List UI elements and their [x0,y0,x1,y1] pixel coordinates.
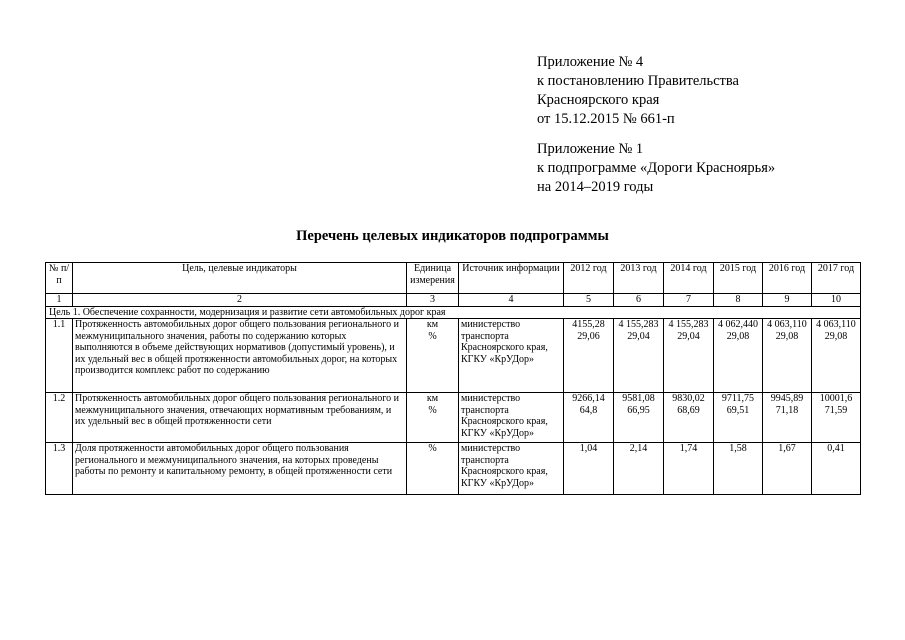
value-km: 4 062,440 [718,319,758,330]
row-indicator-text: Доля протяженности автомобильных дорог общего пользования регионального и межмуниципального значения, на которых проведены работы по ремонту и капитальному ремонту, в общей протяженности сети [73,443,407,495]
value-percent: 29,08 [824,330,848,342]
goal-text: Цель 1. Обеспечение сохранности, модернизация и развитие сети автомобильных дорог края [46,306,861,319]
header-source: Источник информации [459,263,564,294]
header-row [46,263,861,294]
annex-main-line: Приложение № 4 [537,54,644,70]
goal-row [46,306,861,319]
table-row [46,443,861,495]
column-index: 2 [73,294,407,307]
annex-sub-line: к подпрограмме «Дороги Красноярья» [537,160,776,176]
indicators-table [45,262,861,495]
column-index: 4 [459,294,564,307]
value-cell-2015 [714,319,763,393]
header-year-2016: 2016 год [763,263,812,294]
row-number: 1.1 [46,319,73,393]
column-index: 10 [812,294,861,307]
value-cell-2017 [812,443,861,495]
value-cell-2015 [714,443,763,495]
value-cell-2016 [763,443,812,495]
value-percent: 29,08 [726,330,750,342]
value-km: 9581,08 [622,393,655,404]
row-number: 1.3 [46,443,73,495]
column-index: 6 [614,294,664,307]
row-source: министерство транспорта Красноярского края, КГКУ «КрУДор» [459,319,564,393]
value-percent: 2,14 [629,443,648,454]
value-km: 4155,28 [572,319,605,330]
row-source: министерство транспорта Красноярского края, КГКУ «КрУДор» [459,443,564,495]
value-cell-2012 [564,443,614,495]
column-index: 5 [564,294,614,307]
value-percent: 1,04 [579,443,598,454]
header-year-2013: 2013 год [614,263,664,294]
unit-value: км [426,393,439,404]
value-cell-2014 [664,319,714,393]
value-percent: 0,41 [827,443,845,454]
annex-sub-line: на 2014–2019 годы [537,179,654,195]
value-cell-2017 [812,319,861,393]
value-cell-2012 [564,319,614,393]
value-cell-2014 [664,443,714,495]
value-km: 4 063,110 [816,319,856,330]
value-km: 9711,75 [721,393,755,404]
annex-sub-block [537,140,775,197]
value-percent: 29,04 [627,330,650,342]
header-year-2015: 2015 год [714,263,763,294]
value-cell-2013 [614,443,664,495]
annex-main-block [537,53,739,129]
value-percent: 66,95 [627,404,650,416]
row-number: 1.2 [46,393,73,443]
column-index: 9 [763,294,812,307]
annex-main-line: Красноярского края [537,92,660,108]
row-indicator-text: Протяженность автомобильных дорог общего пользования регионального и межмуниципального значения, отвечающих нормативным требованиям, и их удельный вес в общей протяженности сети [73,393,407,443]
value-percent: 64,8 [579,404,598,416]
value-cell-2012 [564,393,614,443]
row-source: министерство транспорта Красноярского края, КГКУ «КрУДор» [459,393,564,443]
unit-value: % [428,443,437,454]
header-num: № п/п [46,263,73,294]
header-unit: Единица измерения [407,263,459,294]
row-indicator-text: Протяженность автомобильных дорог общего пользования регионального и межмуниципального значения, работы по содержанию которых выполняются в объеме действующих нормативов (допустимый уровень), и их удельный вес в общей протяженности автомобильных дорог, на которых производится комплекс работ по содержанию [73,319,407,393]
value-km: 9945,89 [770,393,804,404]
value-percent: 1,67 [778,443,796,454]
column-index: 8 [714,294,763,307]
value-km: 10001,6 [819,393,853,404]
row-unit [407,443,459,495]
header-year-2012: 2012 год [564,263,614,294]
value-cell-2017 [812,393,861,443]
value-cell-2013 [614,393,664,443]
annex-sub-line: Приложение № 1 [537,141,644,157]
value-percent: 68,69 [677,404,700,416]
value-km: 4 155,283 [618,319,659,330]
value-km: 9266,14 [572,393,605,404]
row-unit [407,319,459,393]
value-percent: 69,51 [726,404,750,416]
value-percent: 29,06 [577,330,600,342]
value-percent: 1,58 [729,443,747,454]
column-index: 3 [407,294,459,307]
column-index: 1 [46,294,73,307]
value-km: 4 155,283 [668,319,709,330]
unit-value: км [426,319,439,330]
annex-main-line: к постановлению Правительства [537,73,739,89]
value-cell-2014 [664,393,714,443]
value-cell-2013 [614,319,664,393]
value-cell-2016 [763,319,812,393]
value-km: 9830,02 [672,393,705,404]
value-percent: 29,08 [775,330,799,342]
annex-main-line: от 15.12.2015 № 661-п [537,111,675,127]
table-row [46,393,861,443]
value-percent: 71,18 [775,404,799,416]
column-index-row [46,294,861,307]
header-year-2014: 2014 год [664,263,714,294]
table-row [46,319,861,393]
header-year-2017: 2017 год [812,263,861,294]
value-cell-2015 [714,393,763,443]
unit-value: % [428,330,437,342]
column-index: 7 [664,294,714,307]
row-unit [407,393,459,443]
value-percent: 71,59 [824,404,848,416]
value-km: 4 063,110 [767,319,807,330]
header-goal: Цель, целевые индикаторы [73,263,407,294]
value-cell-2016 [763,393,812,443]
unit-value: % [428,404,437,416]
document-title: Перечень целевых индикаторов подпрограммы [296,228,609,244]
value-percent: 1,74 [679,443,698,454]
value-percent: 29,04 [677,330,700,342]
